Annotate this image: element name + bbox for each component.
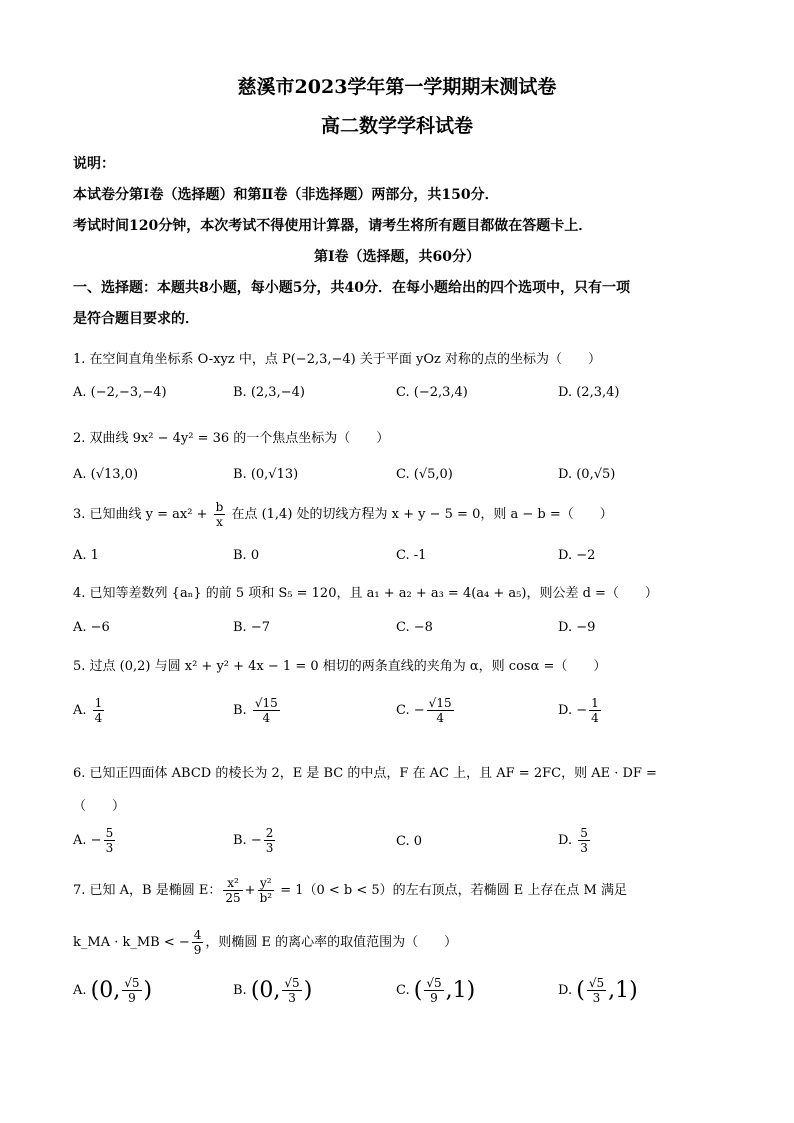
question-3-stem-part-a: 3. 已知曲线 y = ax² +: [73, 507, 212, 522]
question-3-option-c: C. -1: [396, 548, 427, 563]
question-2-option-b: B. (0,√13): [233, 467, 299, 482]
question-5-option-a: [73, 696, 106, 725]
question-5-option-c: [396, 696, 456, 725]
option-left: (: [413, 978, 423, 1003]
question-7-stem2-part-b: ，则椭圆 E 的离心率的取值范围为（ ）: [205, 935, 458, 950]
question-6-stem-continued: （ ）: [73, 799, 126, 814]
fraction-den: b²: [259, 891, 273, 905]
option-right: ,1): [445, 978, 476, 1003]
option-fraction: [427, 696, 454, 725]
question-7-stem: 7. 已知 A，B 是椭圆 E： $\frac{\text{x²}}{25}$ + $\frac{\text{y²}}{\text{b²}}$ = 1（0 < b < 5）的左右顶点，若椭圆 E 上存在点 M 满足: [73, 876, 627, 905]
question-7-fraction-1: [223, 876, 242, 905]
fraction-den: 9: [128, 991, 136, 1005]
question-7-option-c: [396, 976, 475, 1005]
option-sign: −: [90, 833, 102, 848]
question-7-stem-part-b: = 1（0 < b < 5）的左右顶点，若椭圆 E 上存在点 M 满足: [276, 883, 627, 898]
notes-line-2: 考试时间120分钟，本次考试不得使用计算器，请考生将所有题目都做在答题卡上．: [73, 218, 593, 234]
question-4-option-b: B. −7: [233, 620, 270, 635]
fraction-num: 1: [591, 696, 599, 710]
fraction-num: √15: [254, 696, 278, 710]
fraction-num: 4: [193, 928, 202, 942]
question-3-stem: [73, 500, 613, 529]
notes-label: 说明：: [73, 156, 115, 172]
question-1-option-c: C. (−2,3,4): [396, 385, 468, 400]
question-3-fraction-den: x: [216, 515, 223, 529]
fraction-den: 4: [436, 711, 444, 725]
question-4-option-d: D. −9: [558, 620, 596, 635]
question-7-stem2-part-a: k_MA · k_MB < −: [73, 935, 190, 950]
part1-heading: 第Ⅰ卷（选择题，共60分）: [313, 249, 481, 265]
question-7-option-b: [233, 976, 312, 1005]
fraction-num: √5: [124, 976, 140, 990]
option-left: (0,: [90, 978, 121, 1003]
option-fraction: [578, 826, 590, 855]
fraction-den: 25: [225, 891, 241, 905]
fraction-num: x²: [223, 876, 242, 891]
question-4-stem: 4. 已知等差数列 {aₙ} 的前 5 项和 S₅ = 120，且 a₁ + a₂ + a₃ = 4(a₄ + a₅)，则公差 d =（ ）: [73, 586, 658, 601]
option-label: A.: [73, 983, 87, 998]
option-label: A.: [73, 833, 87, 848]
question-2-option-c: C. (√5,0): [396, 467, 453, 482]
question-5-stem: 5. 过点 (0,2) 与圆 x² + y² + 4x − 1 = 0 相切的两条直线的夹角为 α，则 cosα =（ ）: [73, 659, 607, 674]
notes-line-1: 本试卷分第Ⅰ卷（选择题）和第Ⅱ卷（非选择题）两部分，共150分．: [73, 187, 499, 203]
fraction-den: 3: [580, 841, 588, 855]
fraction-den: 4: [94, 711, 103, 725]
question-3-stem-part-b: 在点 (1,4) 处的切线方程为 x + y − 5 = 0，则 a − b =（ ）: [227, 507, 613, 522]
question-1-option-d: D. (2,3,4): [558, 385, 620, 400]
question-1-option-b: B. (2,3,−4): [233, 385, 305, 400]
option-label: A.: [73, 703, 87, 718]
question-6-option-d: [558, 826, 592, 855]
fraction-num: √15: [428, 696, 452, 710]
fraction-den: 3: [105, 841, 114, 855]
option-label: D.: [558, 833, 573, 848]
fraction-num: √5: [426, 976, 442, 990]
option-label: D.: [558, 983, 573, 998]
option-left: (0,: [250, 978, 281, 1003]
question-7-option-d: [558, 976, 638, 1005]
question-5-option-b: [233, 696, 282, 725]
option-sign: −: [250, 833, 262, 848]
question-3-option-a: A. 1: [73, 548, 99, 563]
fraction-num: 2: [265, 826, 274, 840]
option-sign: −: [576, 703, 588, 718]
option-fraction: [93, 696, 105, 725]
option-fraction: [253, 696, 280, 725]
fraction-den: 3: [265, 841, 274, 855]
exam-title: 慈溪市2023学年第一学期期末测试卷: [237, 76, 557, 98]
section-instructions-1: 一、选择题：本题共8小题，每小题5分，共40分．在每小题给出的四个选项中，只有一项: [73, 280, 630, 296]
option-label: D.: [558, 703, 573, 718]
option-fraction: [104, 826, 116, 855]
question-2-option-a: A. (√13,0): [73, 467, 139, 482]
fraction-den: 3: [288, 991, 296, 1005]
fraction-den: 4: [262, 711, 271, 725]
question-6-option-c: [396, 834, 422, 849]
question-6-option-a: [73, 826, 117, 855]
section-instructions-2: 是符合题目要求的．: [73, 311, 199, 327]
fraction-den: 9: [193, 943, 202, 957]
option-right: ): [303, 978, 313, 1003]
fraction-den: 9: [430, 991, 438, 1005]
question-1-stem: 1. 在空间直角坐标系 O-xyz 中，点 P(−2,3,−4) 关于平面 yOz 对称的点的坐标为（ ）: [73, 352, 601, 367]
question-3-option-d: D. −2: [558, 548, 596, 563]
question-7-fraction-2: [258, 876, 275, 905]
question-4-option-c: C. −8: [396, 620, 433, 635]
fraction-den: 3: [592, 991, 601, 1005]
question-1-option-a: A. (−2,−3,−4): [73, 385, 167, 400]
fraction-num: √5: [588, 976, 605, 990]
option-fraction: [587, 976, 606, 1005]
exam-subtitle: 高二数学学科试卷: [320, 115, 473, 137]
question-7-stem-part-a: 7. 已知 A，B 是椭圆 E：: [73, 883, 222, 898]
option-left: (: [576, 978, 585, 1003]
option-fraction: [424, 976, 443, 1005]
question-2-stem: 2. 双曲线 9x² − 4y² = 36 的一个焦点坐标为（ ）: [73, 431, 390, 446]
question-7-fraction-3: [192, 928, 204, 957]
option-right: ): [143, 978, 153, 1003]
option-fraction: [282, 976, 301, 1005]
question-6-stem: 6. 已知正四面体 ABCD 的棱长为 2，E 是 BC 的中点，F 在 AC 上，且 AF = 2FC，则 AE · DF =: [73, 766, 657, 781]
option-label: C.: [396, 983, 410, 998]
question-2-option-d: D. (0,√5): [558, 467, 616, 482]
option-right: ,1): [608, 978, 638, 1003]
option-fraction: [264, 826, 276, 855]
question-7-option-a: [73, 976, 152, 1005]
option-fraction: [122, 976, 141, 1005]
question-5-option-d: [558, 696, 603, 725]
option-label: B.: [233, 703, 247, 718]
fraction-den: 4: [591, 711, 599, 725]
fraction-num: 5: [105, 826, 114, 840]
fraction-num: √5: [284, 976, 300, 990]
option-sign: −: [413, 703, 425, 718]
option-label: C.: [396, 703, 410, 718]
question-3-fraction: [214, 500, 226, 529]
option-label: B.: [233, 983, 247, 998]
question-4-option-a: A. −6: [73, 620, 110, 635]
question-3-option-b: B. 0: [233, 548, 260, 563]
option-label: C. 0: [396, 834, 423, 849]
question-7-stem-continued: [73, 928, 457, 957]
question-6-option-b: [233, 826, 277, 855]
fraction-num: 1: [94, 696, 103, 710]
fraction-num: 5: [580, 826, 588, 840]
option-fraction: [589, 696, 601, 725]
question-3-fraction-num: b: [215, 500, 224, 514]
fraction-num: y²: [258, 876, 275, 891]
option-label: B.: [233, 833, 247, 848]
